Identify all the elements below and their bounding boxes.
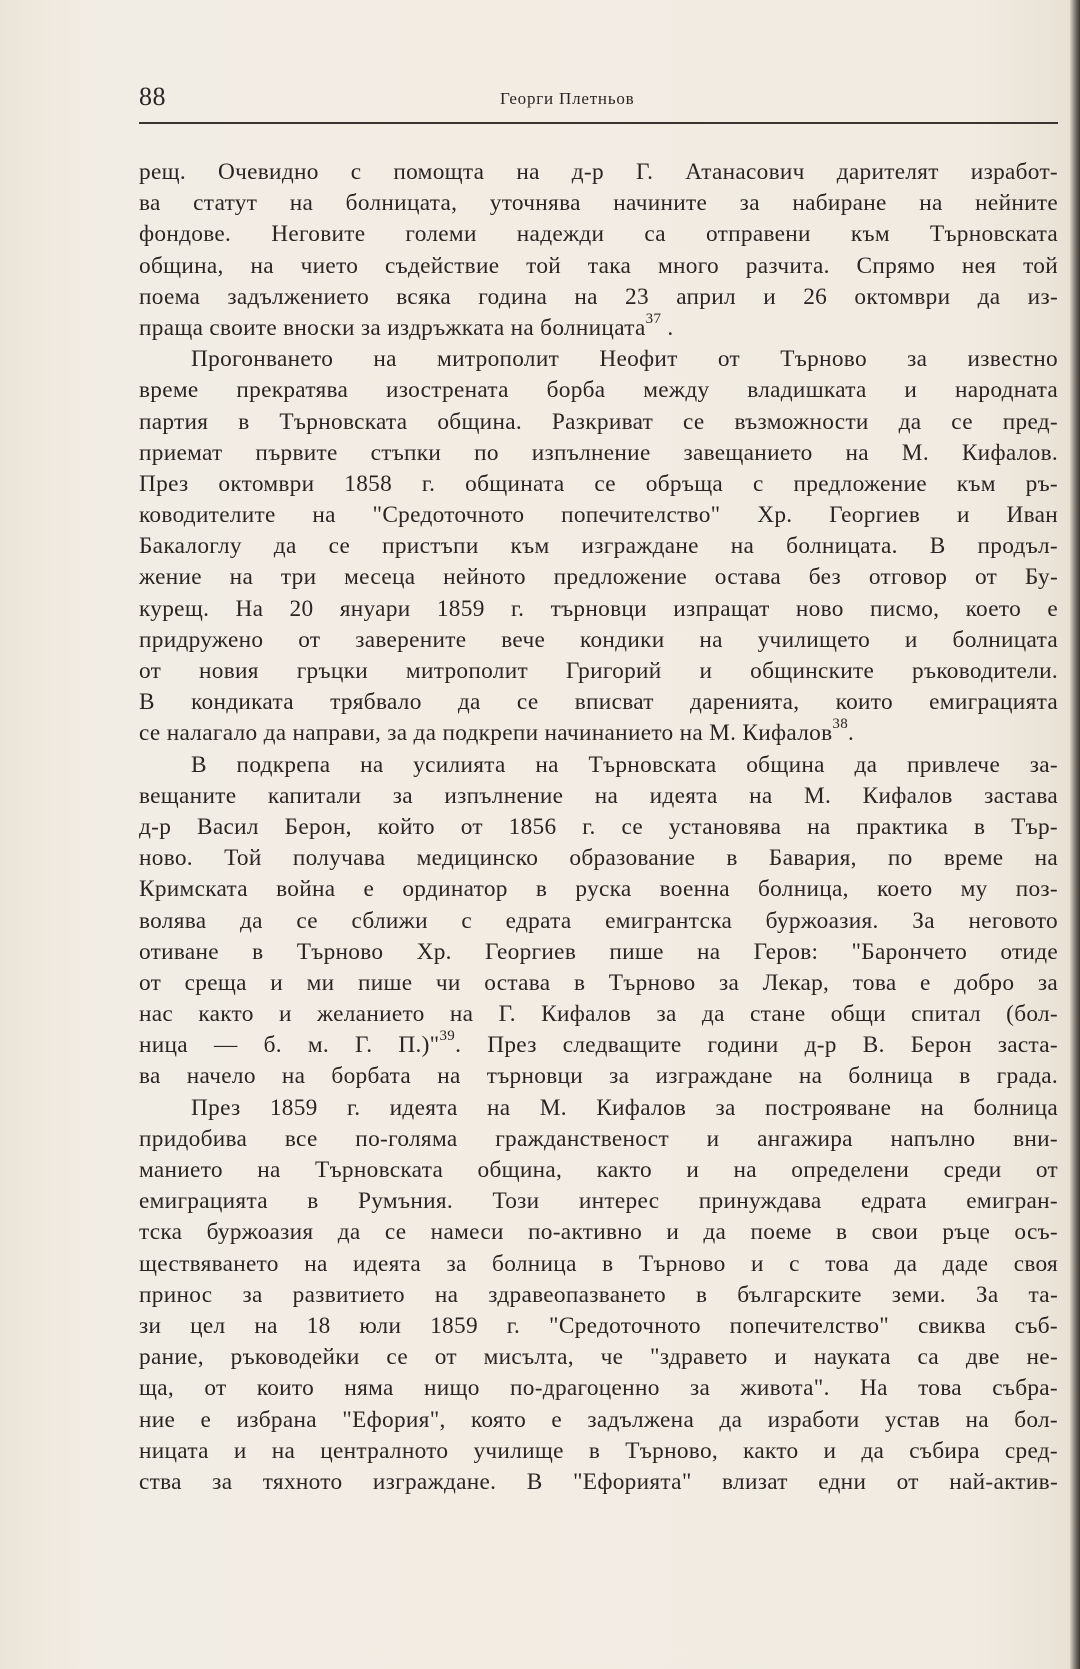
text-line: рание, ръководейки се от мисълта, че "здравето и науката са две не-: [139, 1344, 1058, 1371]
text-line: [139, 310, 1058, 344]
text-line: ние е избрана "Ефория", която е задължена да изработи устав на бол-: [139, 1406, 1058, 1433]
text-line: През 1859 г. идеята на М. Кифалов за построяване на болница: [191, 1094, 1058, 1121]
text-line: манието на Търновската община, както и на определени среди от: [139, 1157, 1058, 1183]
text-line: община, на чието съдействие той така много разчита. Спрямо нея той: [139, 252, 1058, 279]
footnote-ref-38: 38: [832, 716, 849, 733]
text-line: отиване в Търново Хр. Георгиев пише на Геров: "Барончето отиде: [139, 938, 1058, 965]
text-line: рещ. Очевидно с помощта на д-р Г. Атанасович дарителят изработ-: [139, 159, 1058, 185]
text-line: През октомври 1858 г. общината се обръща с предложение към ръ-: [139, 470, 1058, 497]
footnote-ref-37: 37: [645, 310, 662, 327]
sentence-period: .: [667, 314, 674, 341]
text-line: [139, 718, 1058, 749]
text-line: от новия гръцки митрополит Григорий и общинските ръководители.: [139, 658, 1058, 684]
header-rule: [139, 122, 1058, 124]
text-line: курещ. На 20 януари 1859 г. търновци изпращат ново писмо, което е: [139, 595, 1058, 622]
page-number: 88: [139, 82, 166, 111]
text-line: партия в Търновската община. Разкриват се възможности да се пред-: [139, 408, 1058, 435]
line-text: се налагало да направи, за да подкрепи начинанието на М. Кифалов: [139, 720, 833, 747]
text-line: придобива все по-голяма гражданственост и ангажира напълно вни-: [139, 1125, 1058, 1152]
text-line: вещаните капитали за изпълнение на идеята на М. Кифалов застава: [139, 782, 1058, 809]
text-line: приемат първите стъпки по изпълнение завещанието на М. Кифалов.: [139, 439, 1058, 466]
text-line: В кондиката трябвало да се вписват даренията, които емиграцията: [139, 689, 1058, 716]
footnote-ref-39: 39: [439, 1028, 456, 1045]
text-line: ва начело на борбата на търновци за изграждане на болница в града.: [139, 1063, 1058, 1090]
text-line: принос за развитието на здравеопазването в българските земи. За та-: [139, 1281, 1058, 1308]
text-line: ководителите на "Средоточното попечителство" Хр. Георгиев и Иван: [139, 502, 1058, 529]
text-line: ницата и на централното училище в Търново, както и да събира сред-: [139, 1437, 1058, 1464]
text-line: фондове. Неговите големи надежди са отправени към Търновската: [139, 221, 1058, 248]
line-text: праща своите вноски за издръжката на болницата: [139, 314, 646, 341]
running-head: Георги Плетньов: [500, 89, 635, 108]
text-line: ва статут на болницата, уточнява начините за набиране на нейните: [139, 190, 1058, 217]
text-line: жение на три месеца нейното предложение остава без отговор от Бу-: [139, 564, 1058, 591]
sentence-period: .: [848, 720, 855, 747]
text-line: емиграцията в Румъния. Този интерес принуждава едрата емигран-: [139, 1188, 1058, 1215]
line-text: ница — б. м. Г. П.)": [139, 1032, 440, 1059]
text-line: д-р Васил Берон, който от 1856 г. се установява на практика в Тър-: [139, 813, 1058, 840]
text-line: Кримската война е ординатор в руска военна болница, което му поз-: [139, 876, 1058, 903]
text-line: волява да се сближи с едрата емигрантска буржоазия. За неговото: [139, 907, 1058, 934]
page-edge-shadow: [1070, 0, 1080, 1669]
text-line: придружено от заверените вече кондики на училището и болницата: [139, 626, 1058, 653]
line-text: . През следващите години д-р В. Берон заста-: [455, 1032, 1058, 1059]
text-line: ща, от които няма нищо по-драгоценно за живота". На това събра-: [139, 1375, 1058, 1402]
text-line: ществяването на идеята за болница в Търново и с това да даде своя: [139, 1250, 1058, 1277]
text-line: тска буржоазия да се намеси по-активно и да поеме в свои ръце осъ-: [139, 1219, 1058, 1246]
text-line: поема задължението всяка година на 23 април и 26 октомври да из-: [139, 283, 1058, 310]
text-line: време прекратява изострената борба между владишката и народната: [139, 377, 1058, 404]
text-line: зи цел на 18 юли 1859 г. "Средоточното попечителство" свиква съб-: [139, 1312, 1058, 1339]
text-line: нас както и желанието на Г. Кифалов за да стане общи спитал (бол-: [139, 1001, 1058, 1028]
text-line: Бакалоглу да се пристъпи към изграждане на болницата. В продъл-: [139, 533, 1058, 560]
body-text: [139, 157, 1058, 1498]
text-line: В подкрепа на усилията на Търновската община да привлече за-: [191, 751, 1058, 778]
text-line: ства за тяхното изграждане. В "Ефорията" влизат едни от най-актив-: [139, 1468, 1058, 1495]
text-line: от среща и ми пише чи остава в Търново за Лекар, това е добро за: [139, 969, 1058, 996]
text-line: Прогонването на митрополит Неофит от Търново за известно: [191, 346, 1058, 373]
text-line: ново. Той получава медицинско образование в Бавария, по време на: [139, 845, 1058, 872]
text-line: [139, 1030, 1058, 1061]
